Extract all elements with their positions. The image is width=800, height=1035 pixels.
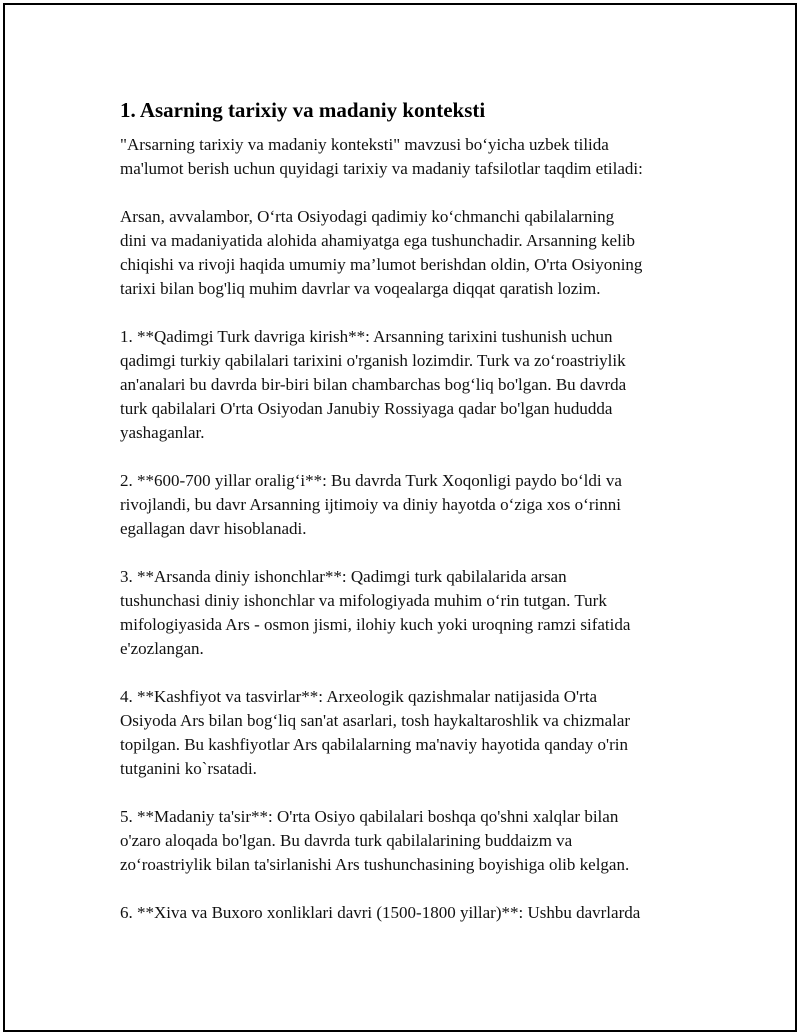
section-heading: 1. Asarning tarixiy va madaniy konteksti [120,98,486,122]
intro-paragraph: "Arsarning tarixiy va madaniy konteksti" mavzusi bo‘yicha uzbek tilida ma'lumot berish uchun quyidagi tarixiy va madaniy tafsilotlar taqdim etiladi: [120,135,643,178]
list-item-1-paragraph: 1. **Qadimgi Turk davriga kirish**: Arsanning tarixini tushunish uchun qadimgi turkiy qabilalari tarixini o'rganish lozimdir. Turk va zo‘roastriylik an'analari bu davrda bir-biri bilan chambarchas bog‘liq bo'lgan. Bu davrda turk qabilalari O'rta Osiyodan Janubiy Rossiyaga qadar bo'lgan hududda yashaganlar. [120,327,627,442]
list-item-4-paragraph: 4. **Kashfiyot va tasvirlar**: Arxeologik qazishmalar natijasida O'rta Osiyoda Ars bilan bog‘liq san'at asarlari, tosh haykaltaroshlik va chizmalar topilgan. Bu kashfiyotlar Ars qabilalarning ma'naviy hayotida qanday o'rin tutganini ko`rsatadi. [120,687,631,778]
list-item-6-paragraph: 6. **Xiva va Buxoro xonliklari davri (1500-1800 yillar)**: Ushbu davrlarda [120,903,641,922]
list-item-5-paragraph: 5. **Madaniy ta'sir**: O'rta Osiyo qabilalari boshqa qo'shni xalqlar bilan o'zaro aloqada bo'lgan. Bu davrda turk qabilalarining buddaizm va zo‘roastriylik bilan ta'sirlanishi Ars tushunchasining boyishiga olib kelgan. [120,807,630,874]
document-body [120,97,700,949]
list-item-2-paragraph: 2. **600-700 yillar oralig‘i**: Bu davrda Turk Xoqonligi paydo bo‘ldi va rivojlandi, bu davr Arsanning ijtimoiy va diniy hayotda o‘ziga xos o‘rinni egallagan davr hisoblanadi. [120,471,622,538]
list-item-3-paragraph: 3. **Arsanda diniy ishonchlar**: Qadimgi turk qabilalarida arsan tushunchasi diniy ishonchlar va mifologiyada muhim o‘rin tutgan. Turk mifologiyasida Ars - osmon jismi, ilohiy kuch yoki uroqning ramzi sifatida e'zozlangan. [120,567,631,658]
overview-paragraph: Arsan, avvalambor, O‘rta Osiyodagi qadimiy ko‘chmanchi qabilalarning dini va madaniyatida alohida ahamiyatga ega tushunchadir. Arsanning kelib chiqishi va rivoji haqida umumiy ma’lumot berishdan oldin, O'rta Osiyoning tarixi bilan bog'liq muhim davrlar va voqealarga diqqat qaratish lozim. [120,207,643,298]
document-page [3,3,797,1032]
